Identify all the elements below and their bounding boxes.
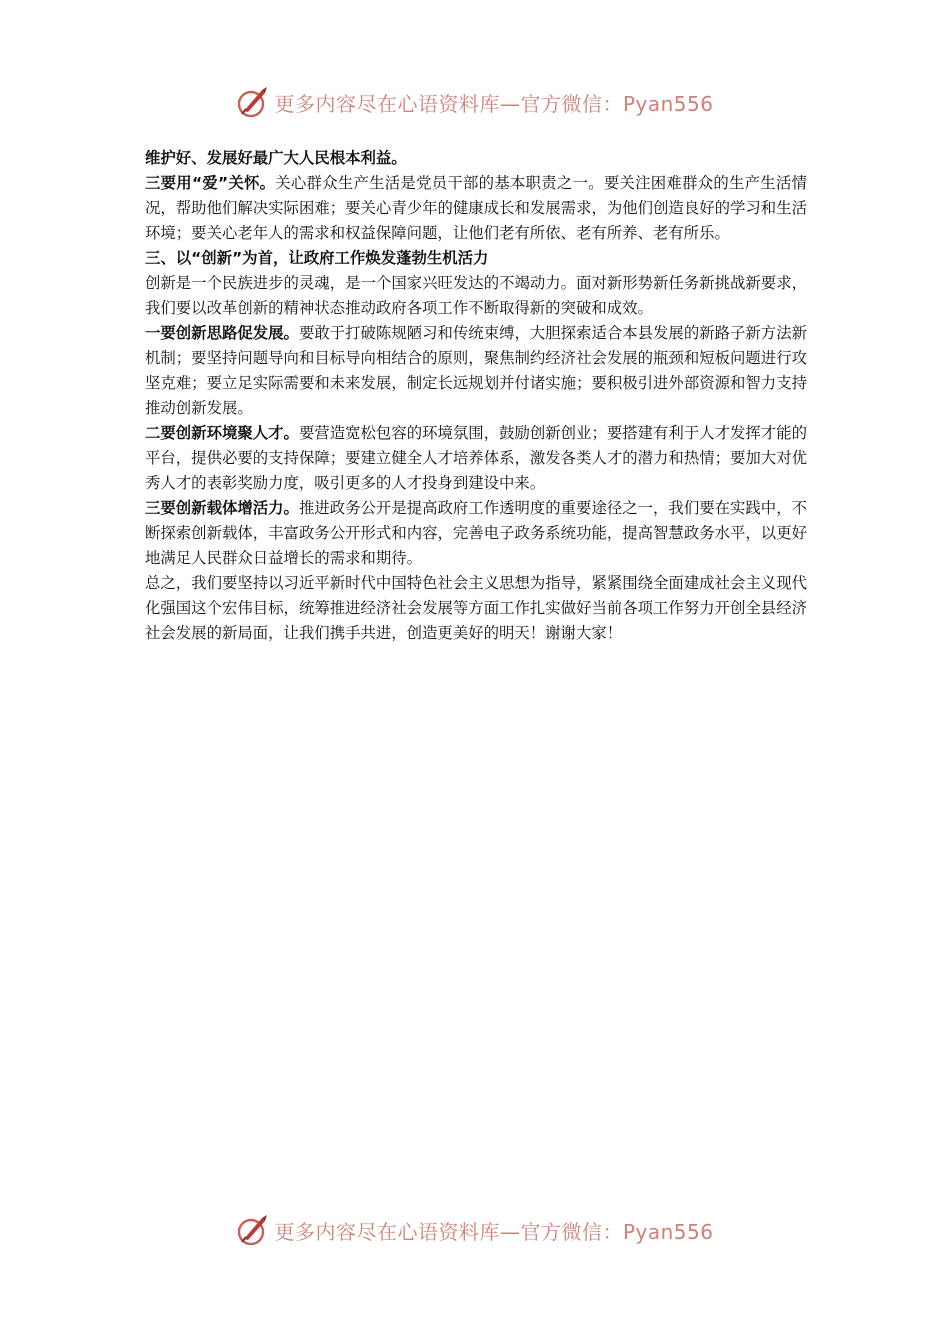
paragraph-text: 推进政务公开是提高政府工作透明度的重要途径之一，我们要在实践中，不断探索创新载体，丰富政务公开形式和内容，完善电子政务系统功能，提高智慧政务水平，以更好地满足人民群众日益增长的需求和期待。 (145, 499, 807, 567)
paragraph-text: 总之，我们要坚持以习近平新时代中国特色社会主义思想为指导，紧紧围绕全面建成社会主义现代化强国这个宏伟目标，统筹推进经济社会发展等方面工作扎实做好当前各项工作努力开创全县经济社会发展的新局面，让我们携手共进，创造更美好的明天！谢谢大家！ (145, 574, 807, 642)
document-body (145, 146, 807, 646)
header-banner (0, 82, 950, 122)
paragraph-text: 维护好、发展好最广大人民根本利益。 (145, 149, 407, 167)
paragraph-text: 关心群众生产生活是党员干部的基本职责之一。要关注困难群众的生产生活情况，帮助他们解决实际困难；要关心青少年的健康成长和发展需求，为他们创造良好的学习和生活环境；要关心老年人的需求和权益保障问题，让他们老有所依、老有所养、老有所乐。 (145, 174, 807, 242)
quill-pen-icon (236, 1213, 270, 1247)
paragraph-lead: 三要用“爱”关怀。 (145, 174, 276, 192)
paragraph (145, 171, 807, 246)
section-heading: 三、以“创新”为首，让政府工作焕发蓬勃生机活力 (145, 249, 489, 267)
paragraph-lead: 三要创新载体增活力。 (145, 499, 299, 517)
paragraph-lead: 一要创新思路促发展。 (145, 324, 299, 342)
paragraph-text: 要营造宽松包容的环境氛围，鼓励创新创业；要搭建有利于人才发挥才能的平台，提供必要的支持保障；要建立健全人才培养体系，激发各类人才的潜力和热情；要加大对优秀人才的表彰奖励力度，吸引更多的人才投身到建设中来。 (145, 424, 807, 492)
paragraph (145, 496, 807, 571)
header-banner-text: 更多内容尽在心语资料库—官方微信：Pyan556 (274, 91, 714, 116)
paragraph-lead: 二要创新环境聚人才。 (145, 424, 299, 442)
paragraph-text: 创新是一个民族进步的灵魂，是一个国家兴旺发达的不竭动力。面对新形势新任务新挑战新要求，我们要以改革创新的精神状态推动政府各项工作不断取得新的突破和成效。 (145, 274, 807, 317)
footer-banner-text: 更多内容尽在心语资料库—官方微信：Pyan556 (274, 1219, 714, 1244)
paragraph (145, 146, 807, 171)
paragraph (145, 571, 807, 646)
paragraph (145, 421, 807, 496)
quill-pen-icon (236, 85, 270, 119)
paragraph (145, 271, 807, 321)
paragraph (145, 321, 807, 421)
paragraph-text: 要敢于打破陈规陋习和传统束缚，大胆探索适合本县发展的新路子新方法新机制；要坚持问题导向和目标导向相结合的原则，聚焦制约经济社会发展的瓶颈和短板问题进行攻坚克难；要立足实际需要和未来发展，制定长远规划并付诸实施；要积极引进外部资源和智力支持推动创新发展。 (145, 324, 807, 417)
footer-banner (0, 1210, 950, 1250)
